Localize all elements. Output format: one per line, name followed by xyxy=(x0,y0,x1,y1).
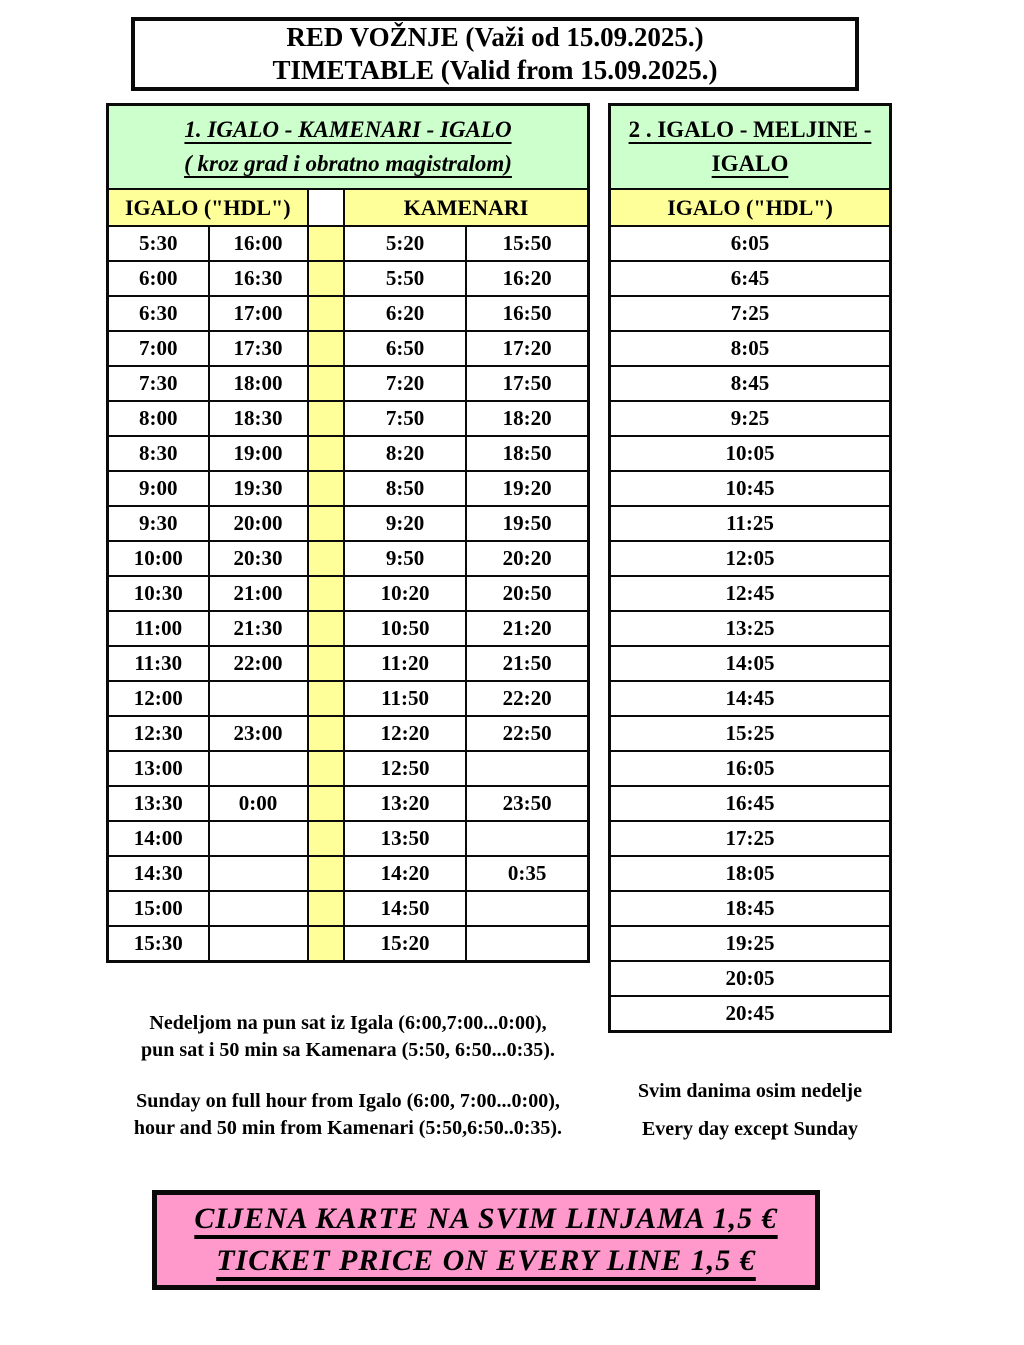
timetable-row xyxy=(108,401,589,436)
time-cell: 23:50 xyxy=(466,786,588,821)
route1-note-en xyxy=(96,1088,600,1142)
time-cell xyxy=(466,821,588,856)
timetable-row xyxy=(108,541,589,576)
time-cell: 0:35 xyxy=(466,856,588,891)
time-cell: 6:45 xyxy=(610,261,891,296)
time-cell: 17:30 xyxy=(209,331,308,366)
time-cell xyxy=(209,926,308,962)
time-cell: 12:00 xyxy=(108,681,209,716)
separator-cell xyxy=(308,611,344,646)
price-line-sr: CIJENA KARTE NA SVIM LINJAMA 1,5 € xyxy=(194,1202,778,1236)
time-cell: 20:50 xyxy=(466,576,588,611)
time-cell: 11:00 xyxy=(108,611,209,646)
route1-title-row xyxy=(108,105,589,190)
time-cell xyxy=(209,751,308,786)
time-cell: 10:30 xyxy=(108,576,209,611)
route2-title-line2: IGALO xyxy=(711,151,789,176)
time-cell: 19:25 xyxy=(610,926,891,961)
separator-cell xyxy=(308,506,344,541)
time-cell: 18:45 xyxy=(610,891,891,926)
timetable-row xyxy=(108,751,589,786)
route2-table xyxy=(608,103,892,1033)
time-cell: 17:25 xyxy=(610,821,891,856)
route1-tbody xyxy=(108,226,589,962)
time-cell: 11:20 xyxy=(344,646,466,681)
route1-title-cell xyxy=(108,105,589,190)
route1-header-kamenari: KAMENARI xyxy=(344,189,589,226)
price-banner xyxy=(152,1190,820,1290)
time-cell xyxy=(466,751,588,786)
route1-header-igalo: IGALO ("HDL") xyxy=(108,189,308,226)
time-cell: 7:25 xyxy=(610,296,891,331)
time-cell: 8:45 xyxy=(610,366,891,401)
timetable-row xyxy=(610,926,891,961)
time-cell: 21:00 xyxy=(209,576,308,611)
time-cell xyxy=(209,681,308,716)
timetable-row xyxy=(610,821,891,856)
timetable-row xyxy=(108,226,589,261)
route2-title-cell xyxy=(610,105,891,190)
time-cell: 14:00 xyxy=(108,821,209,856)
time-cell: 5:30 xyxy=(108,226,209,261)
time-cell: 19:20 xyxy=(466,471,588,506)
time-cell: 13:50 xyxy=(344,821,466,856)
time-cell: 20:45 xyxy=(610,996,891,1032)
separator-cell xyxy=(308,926,344,962)
timetable-row xyxy=(610,856,891,891)
time-cell: 15:20 xyxy=(344,926,466,962)
time-cell: 6:20 xyxy=(344,296,466,331)
time-cell: 21:50 xyxy=(466,646,588,681)
time-cell: 8:05 xyxy=(610,331,891,366)
separator-cell xyxy=(308,786,344,821)
route1-notes xyxy=(96,1010,600,1142)
time-cell: 17:00 xyxy=(209,296,308,331)
timetable-row xyxy=(108,576,589,611)
title-line-sr: RED VOŽNJE (Važi od 15.09.2025.) xyxy=(286,22,704,52)
time-cell xyxy=(466,891,588,926)
time-cell: 8:30 xyxy=(108,436,209,471)
route1-note-en-line1: Sunday on full hour from Igalo (6:00, 7:00...0:00), xyxy=(136,1090,560,1112)
timetable-row xyxy=(108,436,589,471)
time-cell: 13:25 xyxy=(610,611,891,646)
time-cell: 9:25 xyxy=(610,401,891,436)
time-cell: 15:00 xyxy=(108,891,209,926)
time-cell: 19:30 xyxy=(209,471,308,506)
time-cell: 15:50 xyxy=(466,226,588,261)
title-box xyxy=(131,17,859,91)
timetable-row xyxy=(610,226,891,261)
route2-tbody xyxy=(610,226,891,1032)
time-cell: 14:05 xyxy=(610,646,891,681)
time-cell: 20:05 xyxy=(610,961,891,996)
timetable-row xyxy=(108,681,589,716)
separator-cell xyxy=(308,681,344,716)
time-cell: 16:00 xyxy=(209,226,308,261)
time-cell: 20:20 xyxy=(466,541,588,576)
time-cell: 9:00 xyxy=(108,471,209,506)
time-cell: 14:30 xyxy=(108,856,209,891)
time-cell: 7:00 xyxy=(108,331,209,366)
time-cell: 19:50 xyxy=(466,506,588,541)
time-cell: 8:50 xyxy=(344,471,466,506)
time-cell: 17:50 xyxy=(466,366,588,401)
separator-cell xyxy=(308,891,344,926)
time-cell: 20:00 xyxy=(209,506,308,541)
timetable-row xyxy=(610,961,891,996)
time-cell: 11:25 xyxy=(610,506,891,541)
time-cell: 13:00 xyxy=(108,751,209,786)
separator-cell xyxy=(308,576,344,611)
time-cell: 6:30 xyxy=(108,296,209,331)
timetable-row xyxy=(108,821,589,856)
separator-cell xyxy=(308,226,344,261)
time-cell: 21:20 xyxy=(466,611,588,646)
time-cell: 16:50 xyxy=(466,296,588,331)
time-cell: 8:00 xyxy=(108,401,209,436)
route2-header-igalo: IGALO ("HDL") xyxy=(610,189,891,226)
time-cell: 17:20 xyxy=(466,331,588,366)
timetable-row xyxy=(610,296,891,331)
timetable-row xyxy=(610,471,891,506)
timetable-row xyxy=(108,261,589,296)
timetable-row xyxy=(610,996,891,1032)
time-cell: 6:05 xyxy=(610,226,891,261)
timetable-row xyxy=(108,856,589,891)
separator-cell xyxy=(308,716,344,751)
time-cell: 10:05 xyxy=(610,436,891,471)
time-cell: 22:50 xyxy=(466,716,588,751)
time-cell: 10:20 xyxy=(344,576,466,611)
time-cell: 12:45 xyxy=(610,576,891,611)
timetable-row xyxy=(108,786,589,821)
time-cell: 21:30 xyxy=(209,611,308,646)
timetable-row xyxy=(610,891,891,926)
timetable-row xyxy=(108,646,589,681)
time-cell: 5:20 xyxy=(344,226,466,261)
time-cell: 22:20 xyxy=(466,681,588,716)
time-cell: 16:30 xyxy=(209,261,308,296)
timetable-row xyxy=(610,436,891,471)
timetable-row xyxy=(108,716,589,751)
time-cell: 23:00 xyxy=(209,716,308,751)
separator-cell xyxy=(308,401,344,436)
route1-header-gap xyxy=(308,189,344,226)
time-cell: 9:20 xyxy=(344,506,466,541)
separator-cell xyxy=(308,646,344,681)
time-cell: 13:30 xyxy=(108,786,209,821)
timetable-row xyxy=(610,401,891,436)
time-cell: 11:30 xyxy=(108,646,209,681)
route2-column-header-row xyxy=(610,189,891,226)
timetable-row xyxy=(610,646,891,681)
route1-note-sr xyxy=(96,1010,600,1064)
time-cell: 13:20 xyxy=(344,786,466,821)
route1-column-header-row xyxy=(108,189,589,226)
time-cell: 10:00 xyxy=(108,541,209,576)
time-cell: 12:30 xyxy=(108,716,209,751)
timetable-row xyxy=(108,506,589,541)
timetable-row xyxy=(610,331,891,366)
separator-cell xyxy=(308,751,344,786)
timetable-row xyxy=(108,611,589,646)
route1-title-line1: 1. IGALO - KAMENARI - IGALO xyxy=(184,117,512,142)
time-cell: 14:20 xyxy=(344,856,466,891)
time-cell: 16:05 xyxy=(610,751,891,786)
time-cell: 18:30 xyxy=(209,401,308,436)
timetable-row xyxy=(108,296,589,331)
timetable-row xyxy=(610,366,891,401)
separator-cell xyxy=(308,331,344,366)
time-cell xyxy=(209,856,308,891)
separator-cell xyxy=(308,471,344,506)
timetable-row xyxy=(108,471,589,506)
timetable-row xyxy=(108,366,589,401)
timetable-row xyxy=(610,611,891,646)
timetable-row xyxy=(108,331,589,366)
timetable-row xyxy=(610,261,891,296)
route2-note-sr: Svim danima osim nedelje xyxy=(638,1080,862,1102)
time-cell: 16:20 xyxy=(466,261,588,296)
timetable-row xyxy=(610,506,891,541)
timetable-row xyxy=(108,891,589,926)
time-cell: 18:00 xyxy=(209,366,308,401)
separator-cell xyxy=(308,366,344,401)
time-cell: 6:50 xyxy=(344,331,466,366)
time-cell: 20:30 xyxy=(209,541,308,576)
separator-cell xyxy=(308,821,344,856)
time-cell: 15:25 xyxy=(610,716,891,751)
route2-title-row xyxy=(610,105,891,190)
separator-cell xyxy=(308,856,344,891)
time-cell: 8:20 xyxy=(344,436,466,471)
time-cell xyxy=(209,891,308,926)
separator-cell xyxy=(308,261,344,296)
time-cell: 12:05 xyxy=(610,541,891,576)
separator-cell xyxy=(308,296,344,331)
time-cell: 7:50 xyxy=(344,401,466,436)
timetable-row xyxy=(610,681,891,716)
time-cell: 11:50 xyxy=(344,681,466,716)
time-cell: 15:30 xyxy=(108,926,209,962)
timetable-row xyxy=(108,926,589,962)
time-cell: 10:45 xyxy=(610,471,891,506)
timetable-row xyxy=(610,576,891,611)
time-cell: 18:20 xyxy=(466,401,588,436)
time-cell: 0:00 xyxy=(209,786,308,821)
price-line-en: TICKET PRICE ON EVERY LINE 1,5 € xyxy=(216,1243,756,1277)
route1-title-line2: ( kroz grad i obratno magistralom) xyxy=(184,151,512,176)
timetable-row xyxy=(610,541,891,576)
timetable-row xyxy=(610,786,891,821)
time-cell: 9:30 xyxy=(108,506,209,541)
route1-note-en-line2: hour and 50 min from Kamenari (5:50,6:50..0:35). xyxy=(133,1117,563,1139)
route1-note-sr-line2: pun sat i 50 min sa Kamenara (5:50, 6:50...0:35). xyxy=(141,1039,555,1061)
time-cell: 5:50 xyxy=(344,261,466,296)
time-cell: 18:50 xyxy=(466,436,588,471)
time-cell: 22:00 xyxy=(209,646,308,681)
time-cell xyxy=(466,926,588,962)
time-cell: 14:45 xyxy=(610,681,891,716)
time-cell: 7:20 xyxy=(344,366,466,401)
time-cell: 14:50 xyxy=(344,891,466,926)
route1-note-sr-line1: Nedeljom na pun sat iz Igala (6:00,7:00...0:00), xyxy=(149,1012,547,1034)
time-cell: 18:05 xyxy=(610,856,891,891)
time-cell: 19:00 xyxy=(209,436,308,471)
time-cell: 12:20 xyxy=(344,716,466,751)
title-line-en: TIMETABLE (Valid from 15.09.2025.) xyxy=(272,55,718,85)
route2-notes xyxy=(592,1080,908,1141)
separator-cell xyxy=(308,436,344,471)
route2-note-en: Every day except Sunday xyxy=(641,1118,859,1140)
time-cell: 7:30 xyxy=(108,366,209,401)
route1-table xyxy=(106,103,590,963)
separator-cell xyxy=(308,541,344,576)
time-cell xyxy=(209,821,308,856)
time-cell: 9:50 xyxy=(344,541,466,576)
time-cell: 12:50 xyxy=(344,751,466,786)
time-cell: 6:00 xyxy=(108,261,209,296)
timetable-row xyxy=(610,716,891,751)
route2-title-line1: 2 . IGALO - MELJINE - xyxy=(628,117,872,142)
time-cell: 16:45 xyxy=(610,786,891,821)
timetable-row xyxy=(610,751,891,786)
time-cell: 10:50 xyxy=(344,611,466,646)
